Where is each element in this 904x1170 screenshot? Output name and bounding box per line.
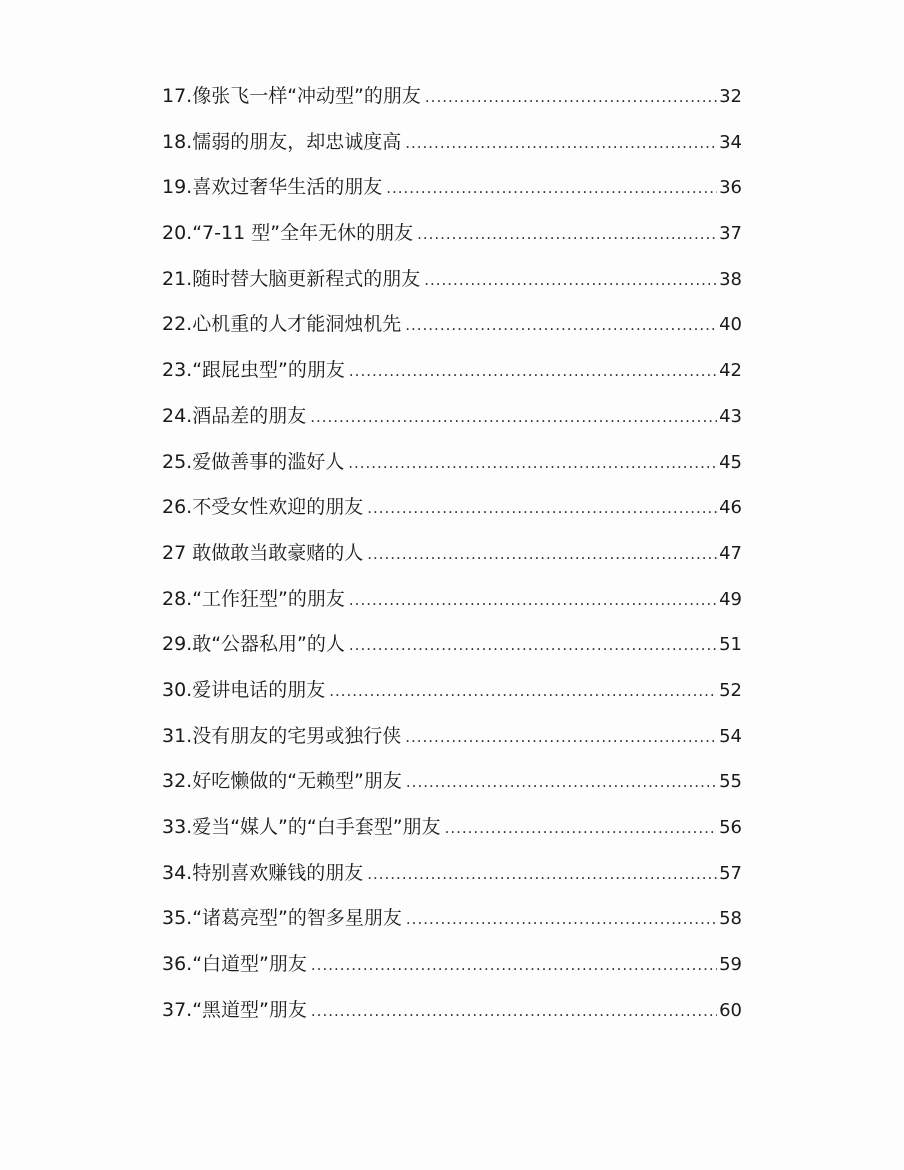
toc-entry-title: 20.“7-11 型”全年无休的朋友 — [162, 222, 414, 245]
dot-leader — [425, 83, 717, 111]
toc-entry-title: 19.喜欢过奢华生活的朋友 — [162, 176, 383, 199]
toc-entry-title: 28.“工作狂型”的朋友 — [162, 587, 345, 610]
toc-entry[interactable] — [162, 630, 742, 676]
toc-entry[interactable] — [162, 904, 742, 950]
toc-entry-page: 56 — [719, 817, 742, 838]
toc-entry[interactable] — [162, 173, 742, 219]
toc-entry-title: 33.爱当“媒人”的“白手套型”朋友 — [162, 816, 441, 838]
dot-leader — [310, 403, 717, 431]
toc-entry[interactable] — [162, 813, 742, 859]
toc-entry-title: 22.心机重的人才能洞烛机先 — [162, 313, 402, 336]
dot-leader — [311, 997, 717, 1025]
toc-entry-page: 40 — [719, 314, 742, 336]
toc-entry-title: 37.“黑道型”朋友 — [162, 998, 307, 1021]
toc-entry[interactable] — [162, 265, 742, 311]
dot-leader — [405, 129, 717, 157]
toc-entry-title: 34.特别喜欢赚钱的朋友 — [162, 861, 364, 884]
dot-leader — [424, 266, 717, 294]
dot-leader — [367, 540, 717, 568]
toc-entry-page: 52 — [719, 679, 742, 701]
toc-entry[interactable] — [162, 310, 742, 356]
dot-leader — [417, 220, 717, 248]
toc-entry-page: 46 — [719, 497, 742, 519]
dot-leader — [349, 631, 717, 659]
dot-leader — [311, 951, 717, 979]
toc-entry-title: 31.没有朋友的宅男或独行侠 — [162, 724, 402, 747]
toc-entry[interactable] — [162, 219, 742, 265]
toc-entry-page: 37 — [719, 223, 742, 245]
dot-leader — [349, 357, 717, 385]
toc-entry-page: 51 — [719, 634, 742, 656]
dot-leader — [405, 311, 717, 339]
dot-leader — [367, 494, 717, 522]
toc-entry-page: 49 — [719, 588, 742, 610]
toc-entry-page: 34 — [719, 131, 742, 153]
toc-entry-page: 58 — [719, 908, 742, 930]
dot-leader — [386, 174, 717, 202]
toc-entry[interactable] — [162, 82, 742, 128]
toc-entry-title: 36.“白道型”朋友 — [162, 953, 307, 976]
toc-entry-title: 18.懦弱的朋友，却忠诚度高 — [162, 130, 402, 153]
toc-entry-title: 30.爱讲电话的朋友 — [162, 678, 326, 701]
toc-entry-page: 45 — [719, 451, 742, 473]
toc-entry-title: 27 敢做敢当敢豪赌的人 — [162, 541, 364, 564]
dot-leader — [367, 860, 717, 888]
toc-entry-title: 32.好吃懒做的“无赖型”朋友 — [162, 770, 402, 793]
toc-entry-title: 23.“跟屁虫型”的朋友 — [162, 359, 345, 382]
toc-entry-title: 25.爱做善事的滥好人 — [162, 450, 345, 473]
dot-leader — [349, 586, 717, 614]
dot-leader — [348, 449, 717, 477]
dot-leader — [445, 814, 718, 842]
toc-entry-title: 17.像张飞一样“冲动型”的朋友 — [162, 85, 421, 107]
toc-entry[interactable] — [162, 493, 742, 539]
toc-entry-page: 60 — [719, 999, 742, 1021]
toc-entry-page: 57 — [719, 862, 742, 884]
toc-entry-page: 36 — [719, 177, 742, 199]
toc-entry[interactable] — [162, 767, 742, 813]
toc-entry[interactable] — [162, 128, 742, 174]
toc-entry[interactable] — [162, 950, 742, 996]
dot-leader — [405, 723, 717, 751]
toc-entry[interactable] — [162, 585, 742, 631]
toc-entry-page: 59 — [719, 954, 742, 976]
toc-entry-page: 55 — [719, 771, 742, 793]
dot-leader — [329, 677, 717, 705]
dot-leader — [406, 905, 717, 933]
toc-entry[interactable] — [162, 996, 742, 1042]
toc-entry[interactable] — [162, 402, 742, 448]
toc-entry-page: 42 — [719, 360, 742, 382]
toc-entry-page: 38 — [719, 268, 742, 290]
table-of-contents — [162, 82, 742, 1041]
toc-entry-page: 47 — [719, 542, 742, 564]
toc-entry[interactable] — [162, 722, 742, 768]
toc-entry-page: 32 — [719, 86, 742, 107]
toc-entry-title: 24.酒品差的朋友 — [162, 404, 307, 427]
toc-entry-title: 21.随时替大脑更新程式的朋友 — [162, 267, 421, 290]
toc-entry[interactable] — [162, 539, 742, 585]
toc-entry-title: 29.敢“公器私用”的人 — [162, 633, 345, 656]
toc-entry-title: 26.不受女性欢迎的朋友 — [162, 496, 364, 519]
toc-entry-page: 43 — [719, 405, 742, 427]
toc-entry[interactable] — [162, 859, 742, 905]
toc-entry[interactable] — [162, 676, 742, 722]
toc-entry-page: 54 — [719, 725, 742, 747]
toc-entry-title: 35.“诸葛亮型”的智多星朋友 — [162, 907, 402, 930]
toc-entry[interactable] — [162, 356, 742, 402]
dot-leader — [406, 768, 717, 796]
toc-entry[interactable] — [162, 448, 742, 494]
